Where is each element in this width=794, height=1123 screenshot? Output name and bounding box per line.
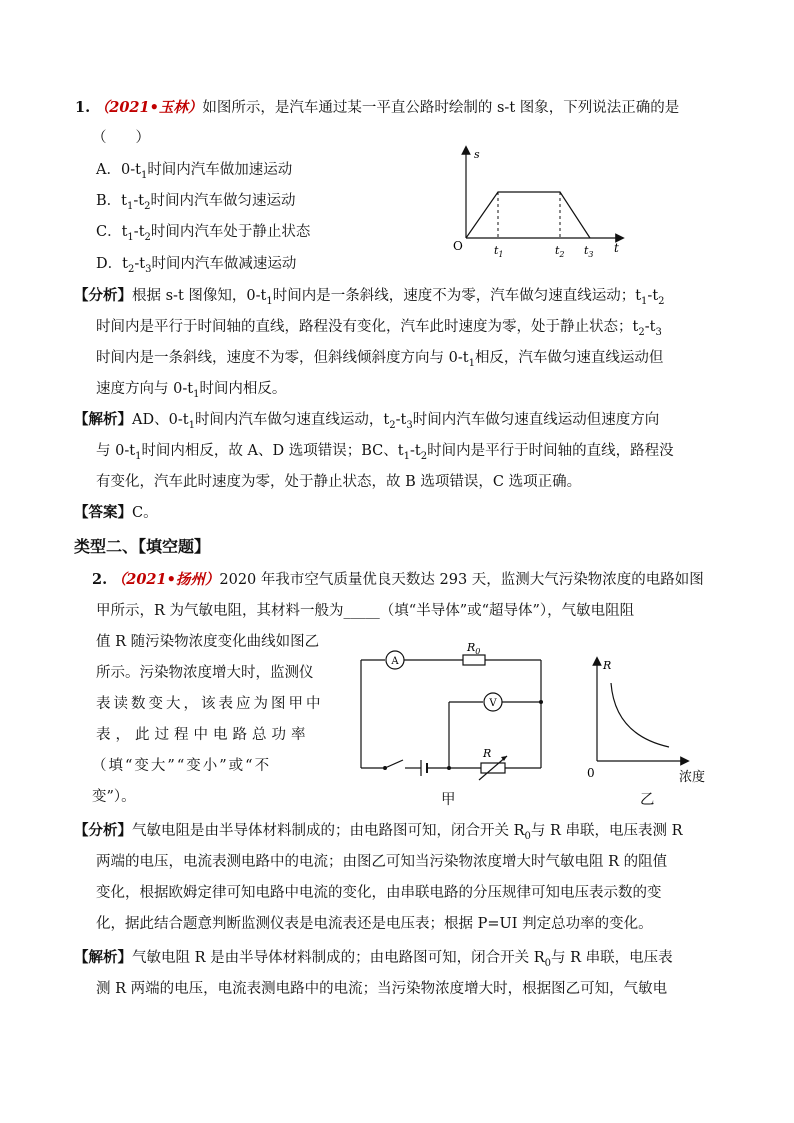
q2-stem-line-2: 甲所示，R 为气敏电阻，其材料一般为_____（填“半导体”或“超导体”），气敏电阻阻 [96, 603, 635, 619]
q2-solution-line-1: 【解析】气敏电阻 R 是由半导体材料制成的；由电路图可知，闭合开关 $R_0$与 R 串联，电压表 [74, 949, 673, 969]
r-label: R [483, 747, 492, 760]
q2-number: 2. [92, 571, 108, 588]
q1-option-d: D．$t_2-t_3$时间内汽车做减速运动 [96, 256, 297, 275]
q2-figure-jia-caption: 甲 [441, 792, 456, 808]
q1-solution-line-2: 与 $0-t_1$时间内相反，故 A、D 选项错误；BC、$t_1-t_2$时间内是平行于时间轴的直线，路程没 [96, 443, 674, 462]
q1-st-curve [466, 192, 590, 238]
q2-figure-yi-caption: 乙 [640, 792, 655, 808]
q2-solution-line-2: 测 R 两端的电压，电流表测电路中的电流；当污染物浓度增大时，根据图乙可知，气敏电 [96, 981, 668, 997]
q1-answer-line [74, 501, 158, 522]
q1-origin-label: O [453, 239, 463, 253]
q1-stem: 如图所示，是汽车通过某一平直公路时绘制的 s-t 图象，下列说法正确的是 [202, 100, 680, 116]
q1-source: （2021•玉林） [94, 99, 203, 116]
q1-solution-label: 【解析】 [74, 411, 132, 428]
q2-analysis-line-1: 【分析】气敏电阻是由半导体材料制成的；由电路图可知，闭合开关 $R_0$与 R 串联，电压表测 R [74, 822, 683, 842]
section-heading: 类型二、【填空题】 [74, 537, 211, 556]
q2-stem-line-8: 变”）。 [92, 789, 136, 805]
q2-stem-line-1: 2. （2021•扬州）2020 年我市空气质量优良天数达 293 天，监测大气污染物浓度的电路如图 [92, 571, 704, 588]
q2-stem-line-6: 表，此过程中电路总功率 [96, 727, 311, 743]
q2-analysis-line-4: 化，据此结合题意判断监测仪表是电流表还是电压表；根据 P=UI 判定总功率的变化。 [96, 916, 653, 932]
ammeter-label: A [391, 656, 399, 667]
q1-t3-label: $t_3$ [584, 244, 594, 259]
q2-source: （2021•扬州） [111, 571, 220, 588]
q2-analysis-line-3: 变化，根据欧姆定律可知电路中电流的变化，由串联电路的分压规律可知电压表示数的变 [96, 885, 662, 901]
q2-analysis-line-2: 两端的电压，电流表测电路中的电流；由图乙可知当污染物浓度增大时气敏电阻 R 的阻值 [96, 854, 668, 870]
voltmeter-label: V [489, 698, 497, 709]
q1-analysis-line-1: 【分析】根据 s-t 图像知，$0-t_1$时间内是一条斜线，速度不为零，汽车做匀速直线运动；$t_1-t_2$ [74, 287, 665, 307]
q1-analysis-line-2: 时间内是平行于时间轴的直线，路程没有变化，汽车此时速度为零，处于静止状态；$t_2-t_3$ [96, 319, 662, 338]
q1-s-label: s [474, 148, 480, 161]
q2-resistance-graph [585, 655, 715, 785]
q1-option-c: C．$t_1-t_2$时间内汽车处于静止状态 [96, 224, 311, 243]
q1-analysis-line-4: 速度方向与 $0-t_1$时间内相反。 [96, 381, 287, 400]
q1-stem-line [75, 96, 679, 117]
q2-analysis-label: 【分析】 [74, 822, 132, 839]
q2-r-curve [611, 683, 669, 747]
q2-stem-line-5: 表读数变大，该表应为图甲中 [96, 696, 324, 712]
q1-option-a: A．$0-t_1$时间内汽车做加速运动 [96, 162, 293, 181]
q1-option-b: B．$t_1-t_2$时间内汽车做匀速运动 [96, 193, 296, 212]
r0-resistor-icon [463, 655, 485, 665]
q2-r-axis-label: R [603, 659, 612, 672]
q2-stem-line-7: （填“变大”“变小”或“不 [92, 758, 272, 774]
q2-stem-line-3: 值 R 随污染物浓度变化曲线如图乙 [96, 634, 320, 650]
q1-t-label: t [614, 241, 619, 255]
q1-t2-label: $t_2$ [555, 244, 565, 259]
q2-stem-line-4: 所示。污染物浓度增大时，监测仪 [96, 665, 314, 681]
q2-solution-label: 【解析】 [74, 949, 132, 966]
q1-t1-label: $t_1$ [494, 244, 504, 259]
q1-answer-label: 【答案】 [74, 504, 132, 521]
q1-analysis-line-3: 时间内是一条斜线，速度不为零，但斜线倾斜度方向与 $0-t_1$相反，汽车做匀速直线运动但 [96, 350, 664, 369]
q1-number: 1. [75, 99, 91, 116]
q2-x-axis-label: 浓度 [679, 770, 706, 785]
q1-answer-blank: （ ） [92, 130, 150, 146]
q1-solution-line-1: 【解析】AD、$0-t_1$时间内汽车做匀速直线运动，$t_2-t_3$时间内汽车做匀速直线运动但速度方向 [74, 411, 660, 431]
q2-origin-label: 0 [587, 766, 595, 780]
q2-circuit-diagram [355, 640, 555, 785]
q1-st-graph [450, 142, 630, 260]
r0-label: $R_0$ [467, 641, 481, 656]
q1-solution-line-3: 有变化，汽车此时速度为零，处于静止状态，故 B 选项错误，C 选项正确。 [96, 474, 582, 490]
q2-fill-blank: _____ [343, 603, 380, 619]
q1-analysis-label: 【分析】 [74, 287, 132, 304]
q1-answer: C。 [132, 505, 158, 521]
